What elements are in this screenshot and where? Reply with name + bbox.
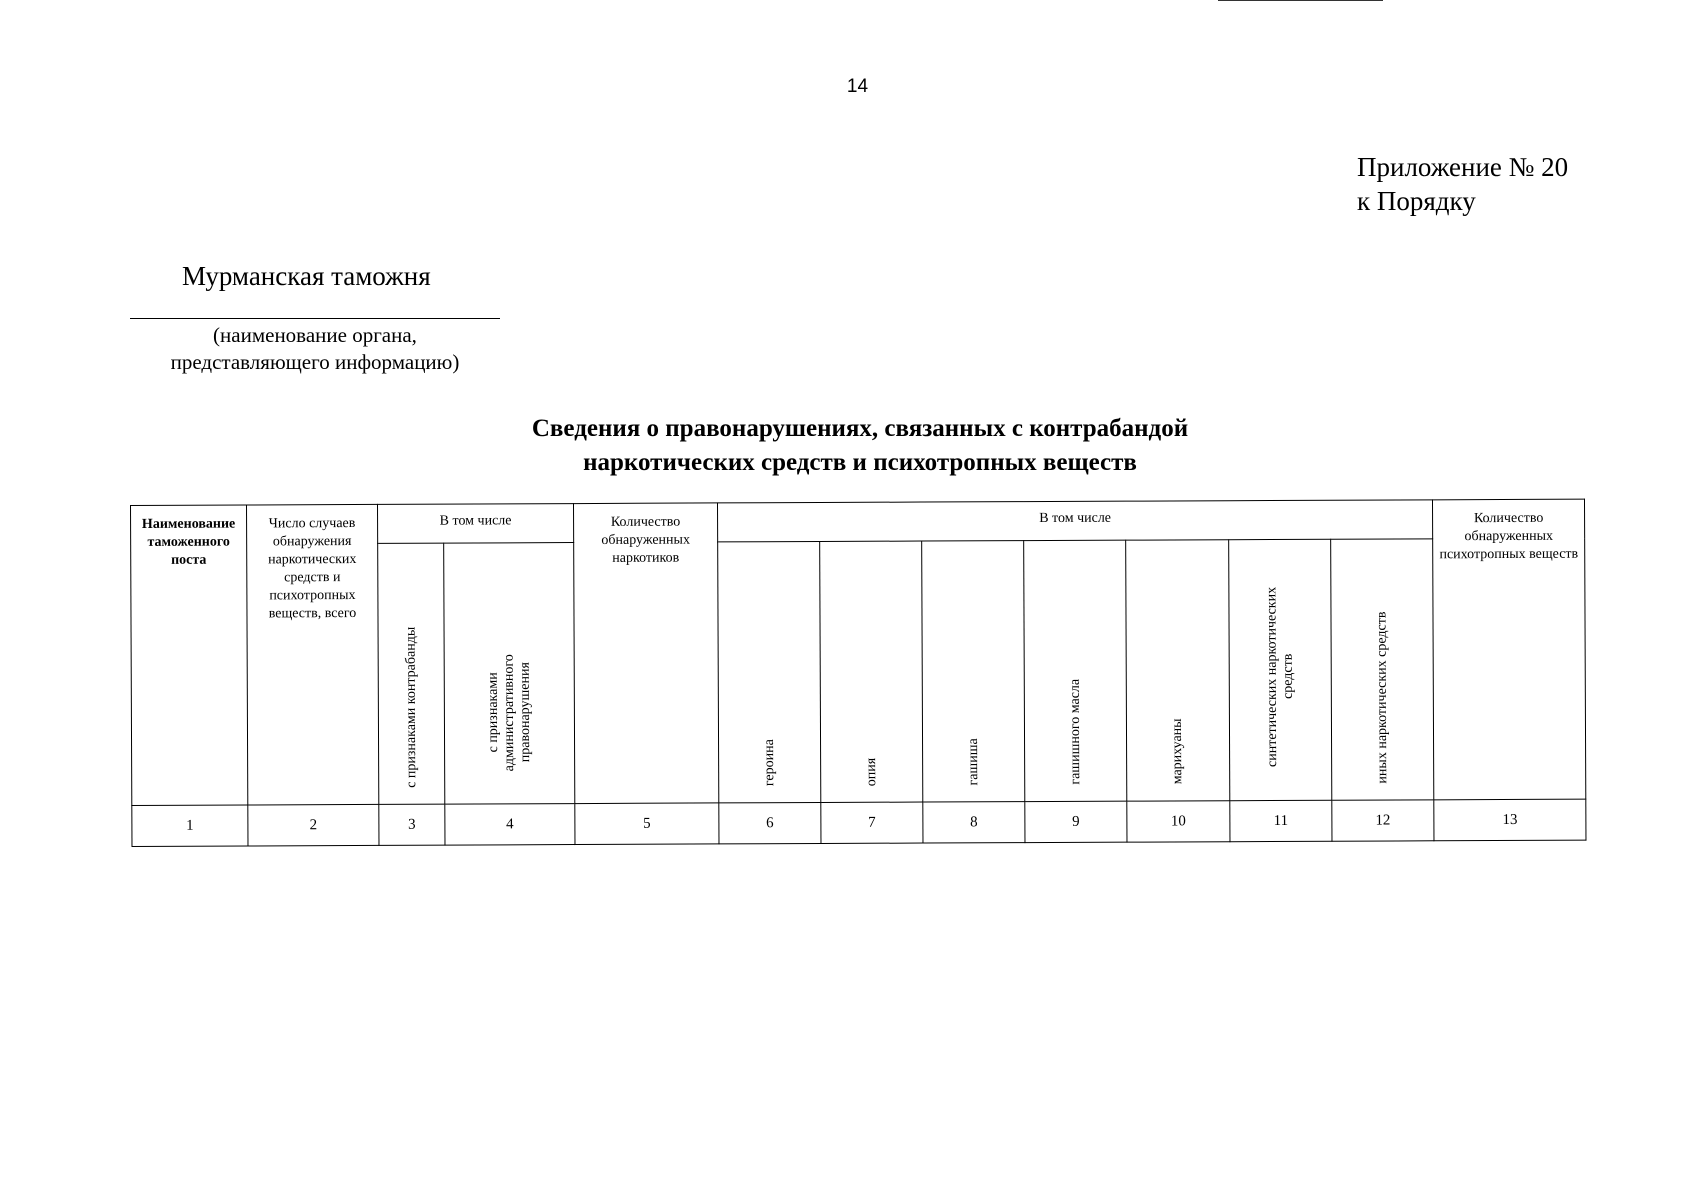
column-number-cell: 12	[1332, 800, 1434, 841]
header-including-group-2: В том числе	[717, 500, 1432, 542]
header-total-cases: Число случаев обнаружения наркотических средств и психотропных веществ, всего	[247, 504, 379, 805]
column-number-row	[132, 799, 1586, 846]
document-title-line-2: наркотических средств и психотропных веществ	[583, 449, 1137, 476]
header-heroin-label: героина	[761, 739, 777, 787]
header-including-group-1: В том числе	[377, 504, 573, 544]
header-smuggling	[378, 543, 445, 804]
header-marijuana	[1126, 540, 1230, 801]
header-heroin	[718, 541, 821, 802]
header-other-narcotics	[1331, 539, 1434, 800]
header-synthetic-label: синтетических наркотических средств	[1263, 586, 1296, 767]
organization-caption-line-1: (наименование органа,	[213, 323, 417, 347]
header-hashish-oil	[1024, 540, 1127, 801]
page-number: 14	[846, 76, 869, 97]
header-opium-label: опия	[863, 757, 879, 786]
organization-caption-line-2: представляющего информацию)	[170, 350, 460, 374]
column-number-cell: 8	[923, 802, 1025, 843]
column-number-cell: 9	[1025, 801, 1127, 842]
column-number-cell: 2	[248, 804, 379, 846]
organization-caption	[130, 322, 500, 376]
appendix-line-2: к Порядку	[1357, 186, 1476, 216]
document-title	[420, 412, 1300, 480]
header-hashish	[922, 541, 1025, 802]
header-hashish-label: гашиша	[965, 738, 981, 786]
header-opium	[820, 541, 923, 802]
header-administrative-label: с признаками административного правонарушения	[485, 653, 533, 771]
header-narcotics-count: Количество обнаруженных наркотиков	[573, 503, 718, 804]
column-number-cell: 4	[445, 804, 575, 846]
appendix-line-1: Приложение № 20	[1357, 152, 1569, 182]
header-hashish-oil-label: гашишного масла	[1067, 679, 1083, 785]
table-header-row	[131, 499, 1585, 544]
header-synthetic	[1229, 539, 1332, 800]
report-table	[130, 499, 1587, 847]
header-psychotropic-count: Количество обнаруженных психотропных веществ	[1433, 499, 1586, 800]
top-edge-line	[1218, 0, 1383, 2]
organization-name: Мурманская таможня	[182, 261, 431, 291]
column-number-cell: 3	[379, 804, 445, 845]
header-other-narcotics-label: иных наркотических средств	[1374, 611, 1390, 784]
appendix-label	[1357, 150, 1568, 218]
header-smuggling-label: с признаками контрабанды	[403, 626, 419, 788]
organization-underline	[130, 318, 500, 319]
header-administrative	[444, 543, 575, 805]
column-number-cell: 10	[1127, 801, 1230, 842]
document-title-line-1: Сведения о правонарушениях, связанных с контрабандой	[531, 415, 1189, 442]
column-number-cell: 1	[132, 805, 248, 847]
column-number-cell: 7	[821, 802, 923, 843]
header-post-name: Наименование таможенного поста	[131, 505, 248, 806]
column-number-cell: 13	[1434, 799, 1586, 841]
column-number-cell: 5	[575, 803, 719, 845]
header-marijuana-label: марихуаны	[1169, 718, 1186, 785]
column-number-cell: 11	[1230, 800, 1332, 841]
column-number-cell: 6	[719, 802, 821, 843]
